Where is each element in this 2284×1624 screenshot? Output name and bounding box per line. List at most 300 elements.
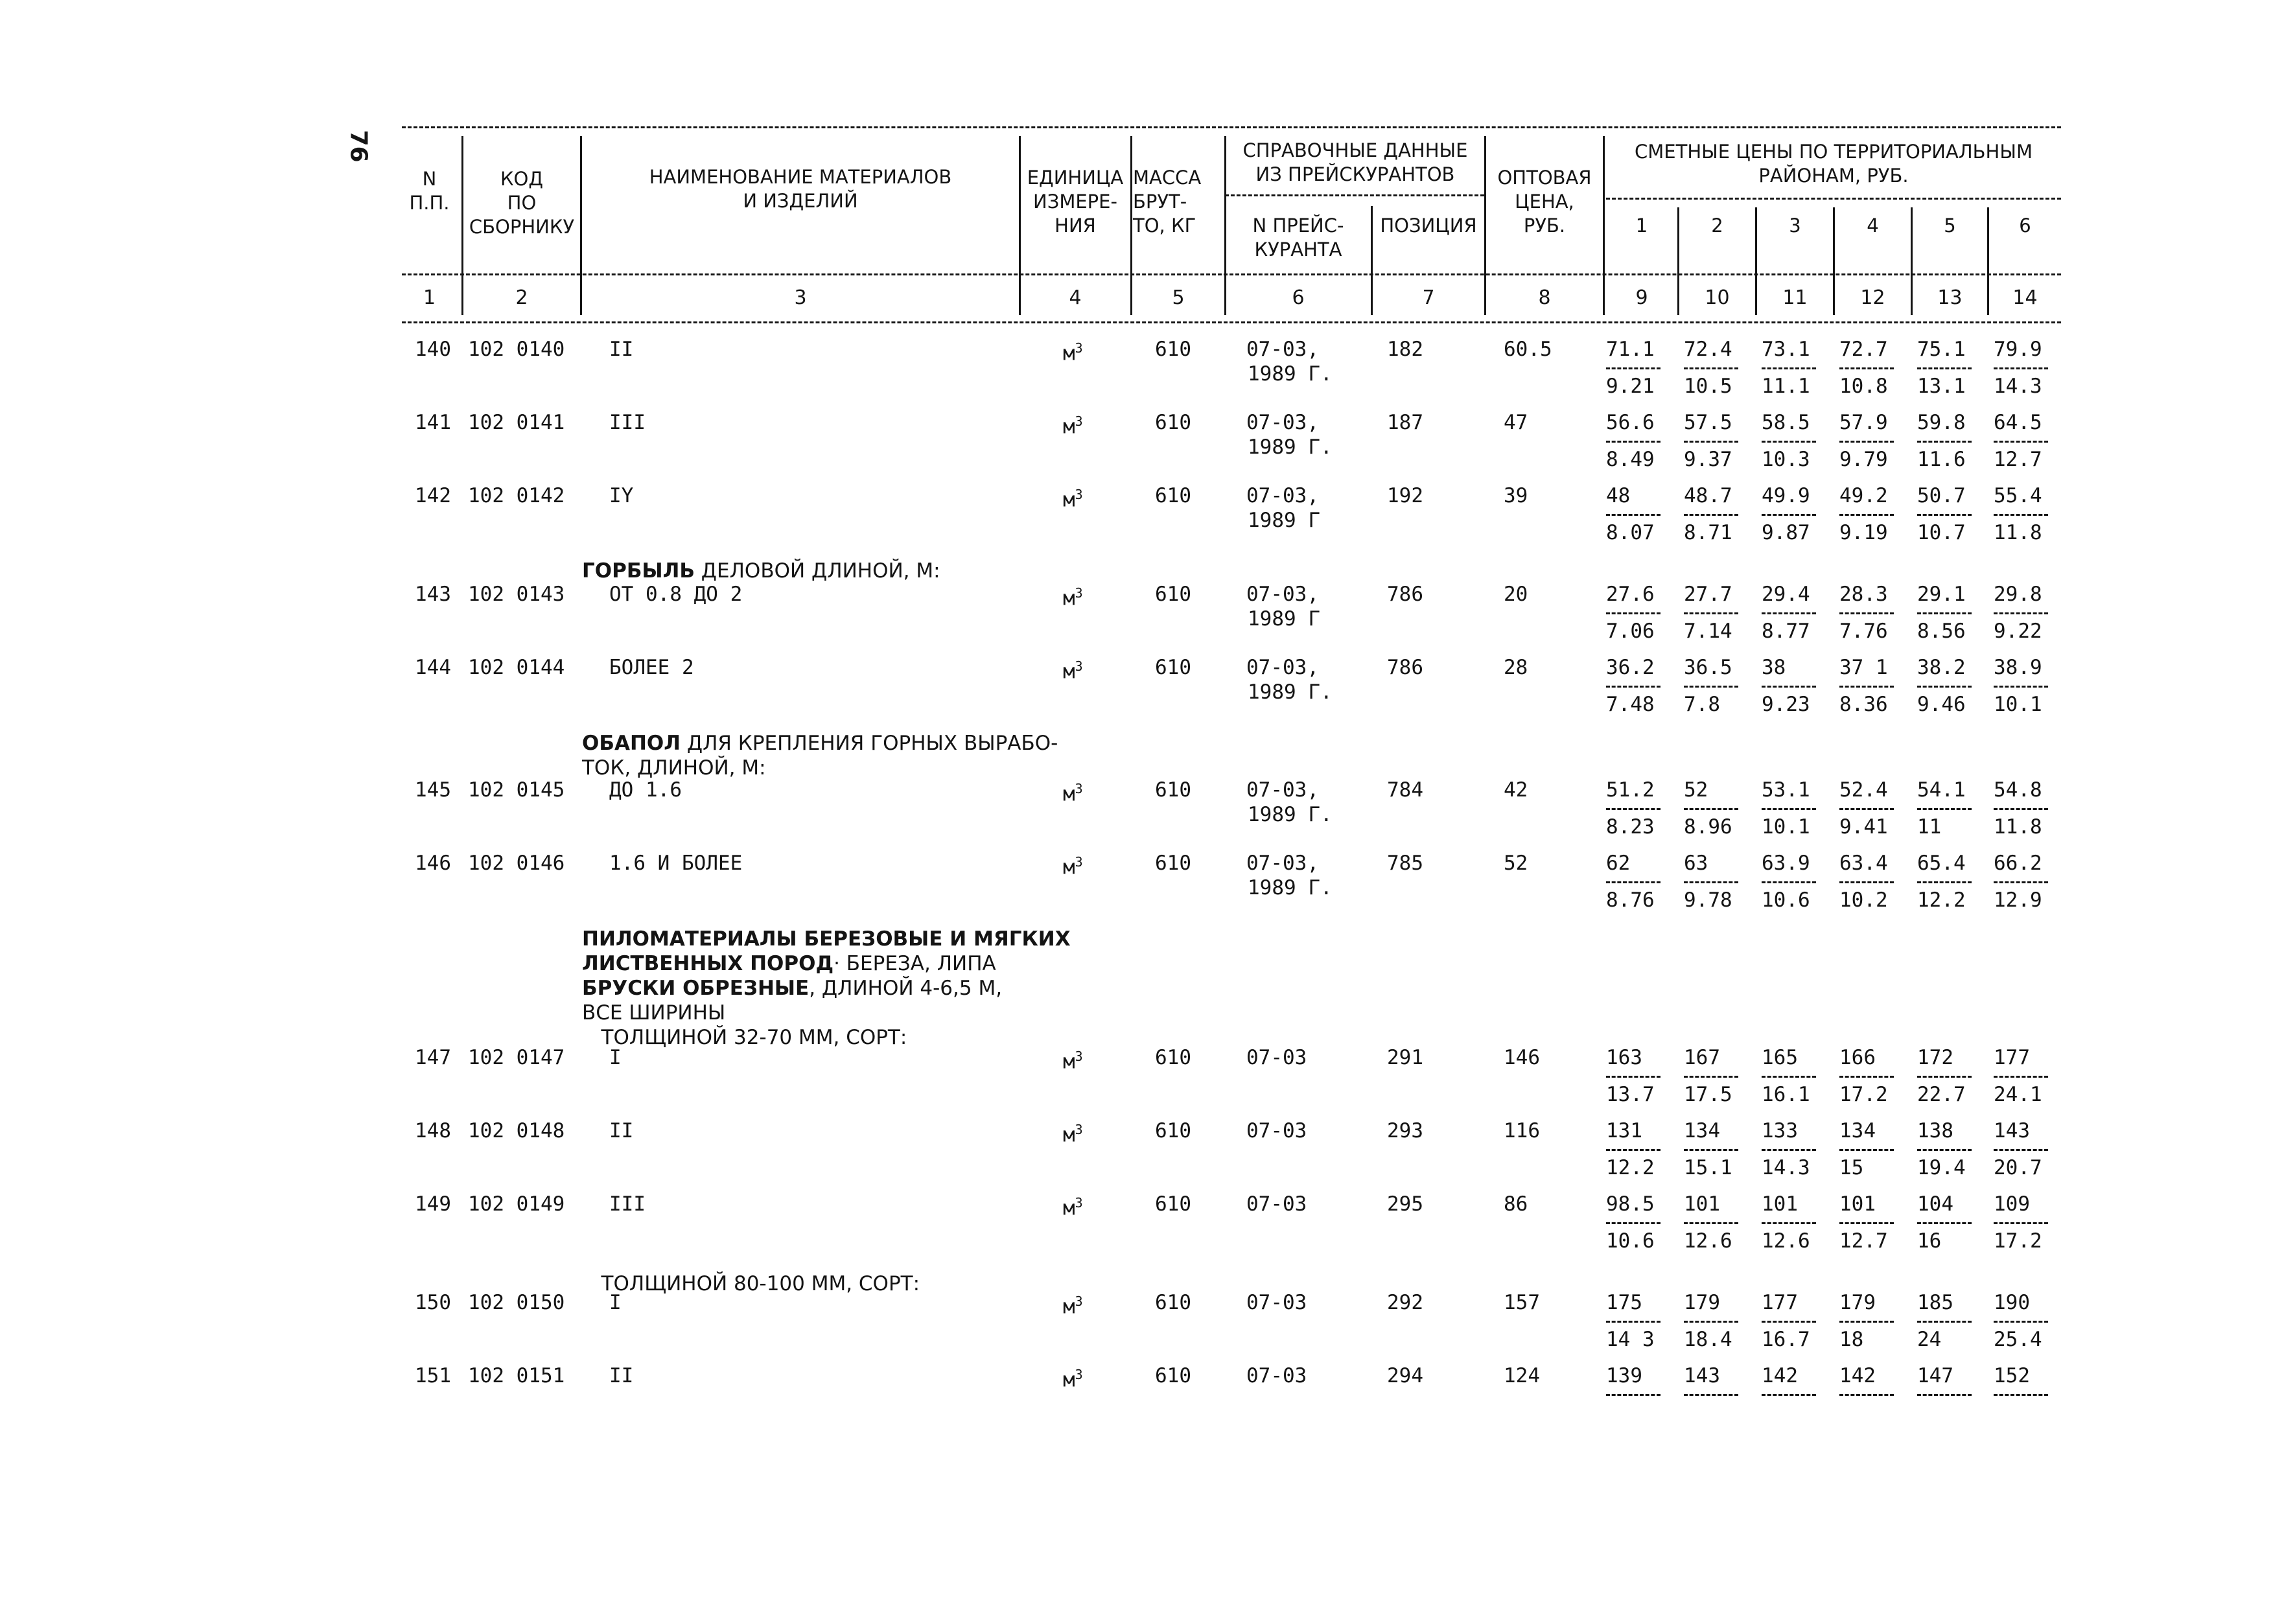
- row-material-name: I: [609, 1291, 622, 1314]
- price-fraction-line: [1839, 1149, 1894, 1151]
- column-number: 2: [515, 286, 528, 309]
- price-fraction-line: [1684, 1394, 1738, 1396]
- row-estimate-price: 57.9: [1839, 411, 1888, 434]
- column-number: 4: [1069, 286, 1082, 309]
- row-unit-exponent: 3: [1075, 854, 1083, 870]
- row-estimate-price: 166: [1839, 1046, 1876, 1069]
- row-code: 102 0146: [468, 852, 565, 875]
- row-estimate-price: 133: [1762, 1119, 1798, 1143]
- header-region: 6: [2019, 215, 2031, 237]
- row-number: 150: [415, 1291, 451, 1314]
- row-wholesale-price: 52: [1504, 852, 1528, 875]
- row-mass: 610: [1155, 778, 1191, 802]
- row-code: 102 0142: [468, 484, 565, 507]
- price-fraction-line: [1994, 514, 2048, 516]
- table-row: [0, 1363, 2284, 1392]
- row-estimate-price: 177: [1994, 1046, 2030, 1069]
- price-fraction-line: [1684, 1149, 1738, 1151]
- row-estimate-price-sub: 7.06: [1606, 620, 1655, 643]
- price-fraction-line: [1994, 1321, 2048, 1323]
- row-price-list: 07-03,: [1246, 583, 1319, 606]
- row-estimate-price: 131: [1606, 1119, 1642, 1143]
- price-fraction-line: [1994, 1222, 2048, 1224]
- row-unit: [1063, 850, 1083, 879]
- row-number: 140: [415, 338, 451, 361]
- row-number: 151: [415, 1364, 451, 1387]
- row-estimate-price: 134: [1839, 1119, 1876, 1143]
- row-estimate-price: 55.4: [1994, 484, 2042, 507]
- row-unit-base: м: [1063, 782, 1075, 806]
- row-position: 291: [1387, 1046, 1423, 1069]
- row-mass: 610: [1155, 1364, 1191, 1387]
- row-price-list-year: 1989 Г.: [1248, 680, 1333, 704]
- header-bottom-rule: [402, 321, 2061, 323]
- row-mass: 610: [1155, 1192, 1191, 1216]
- row-estimate-price: 54.8: [1994, 778, 2042, 802]
- row-mass: 610: [1155, 583, 1191, 606]
- row-estimate-price-sub: 12.7: [1839, 1229, 1888, 1253]
- row-estimate-price-sub: 24.1: [1994, 1083, 2042, 1106]
- row-material-name: ОТ 0.8 ДО 2: [609, 583, 743, 606]
- row-position: 294: [1387, 1364, 1423, 1387]
- row-unit-base: м: [1063, 1368, 1075, 1392]
- row-mass: 610: [1155, 338, 1191, 361]
- header-n: N П.П.: [409, 168, 450, 214]
- table-row: [0, 483, 2284, 544]
- row-estimate-price: 37 1: [1839, 656, 1888, 679]
- row-unit: [1063, 482, 1083, 512]
- row-estimate-price-sub: 12.2: [1606, 1156, 1655, 1179]
- row-wholesale-price: 86: [1504, 1192, 1528, 1216]
- row-estimate-price: 109: [1994, 1192, 2030, 1216]
- row-estimate-price: 147: [1917, 1364, 1953, 1387]
- row-estimate-price-sub: 10.6: [1762, 888, 1810, 912]
- row-price-list: 07-03,: [1246, 411, 1319, 434]
- header-region: 1: [1635, 215, 1648, 237]
- price-fraction-line: [1839, 1394, 1894, 1396]
- section-heading: ГОРБЫЛЬ ДЕЛОВОЙ ДЛИНОЙ, М:: [582, 559, 940, 583]
- row-number: 144: [415, 656, 451, 679]
- row-mass: 610: [1155, 1046, 1191, 1069]
- row-estimate-price-sub: 18: [1839, 1328, 1864, 1351]
- row-price-list: 07-03,: [1246, 656, 1319, 679]
- row-estimate-price: 48: [1606, 484, 1631, 507]
- row-estimate-price-sub: 9.46: [1917, 693, 1966, 716]
- price-fraction-line: [1684, 441, 1738, 443]
- row-material-name: IY: [609, 484, 634, 507]
- column-number: 8: [1538, 286, 1551, 309]
- header-separator: [1130, 136, 1132, 315]
- row-unit-base: м: [1063, 488, 1075, 512]
- row-estimate-price: 172: [1917, 1046, 1953, 1069]
- row-estimate-price-sub: 9.79: [1839, 448, 1888, 471]
- header-wholesale-price: ОПТОВАЯ ЦЕНА, РУБ.: [1497, 167, 1592, 237]
- price-fraction-line: [1606, 514, 1661, 516]
- header-region: 2: [1711, 215, 1723, 237]
- row-estimate-price-sub: 16: [1917, 1229, 1942, 1253]
- section-heading: ТОЛЩИНОЙ 32-70 ММ, СОРТ:: [582, 1026, 907, 1049]
- row-estimate-price: 185: [1917, 1291, 1953, 1314]
- row-position: 786: [1387, 583, 1423, 606]
- row-unit: [1063, 1190, 1083, 1220]
- row-estimate-price-sub: 17.2: [1839, 1083, 1888, 1106]
- row-estimate-price: 59.8: [1917, 411, 1966, 434]
- row-number: 143: [415, 583, 451, 606]
- row-estimate-price: 98.5: [1606, 1192, 1655, 1216]
- row-estimate-price: 48.7: [1684, 484, 1732, 507]
- row-unit-exponent: 3: [1075, 1049, 1083, 1064]
- row-unit: [1063, 1044, 1083, 1074]
- row-estimate-price: 143: [1994, 1119, 2030, 1143]
- row-code: 102 0144: [468, 656, 565, 679]
- row-code: 102 0143: [468, 583, 565, 606]
- price-fraction-line: [1606, 881, 1661, 883]
- table-row: [0, 655, 2284, 716]
- column-number: 1: [423, 286, 436, 309]
- row-estimate-price: 143: [1684, 1364, 1720, 1387]
- price-fraction-line: [1762, 1149, 1816, 1151]
- row-estimate-price: 167: [1684, 1046, 1720, 1069]
- row-unit-base: м: [1063, 1196, 1075, 1220]
- price-fraction-line: [1684, 612, 1738, 614]
- row-position: 192: [1387, 484, 1423, 507]
- row-estimate-price-sub: 11: [1917, 815, 1942, 839]
- row-unit-base: м: [1063, 342, 1075, 365]
- row-estimate-price-sub: 10.7: [1917, 521, 1966, 544]
- row-unit-base: м: [1063, 1295, 1075, 1319]
- price-fraction-line: [1762, 1076, 1816, 1078]
- row-estimate-price: 54.1: [1917, 778, 1966, 802]
- row-position: 292: [1387, 1291, 1423, 1314]
- price-fraction-line: [1917, 686, 1972, 688]
- row-estimate-price: 29.8: [1994, 583, 2042, 606]
- row-estimate-price-sub: 13.1: [1917, 375, 1966, 398]
- price-fraction-line: [1606, 612, 1661, 614]
- row-estimate-price-sub: 24: [1917, 1328, 1942, 1351]
- row-estimate-price: 36.5: [1684, 656, 1732, 679]
- header-reference-group: СПРАВОЧНЫЕ ДАННЫЕ ИЗ ПРЕЙСКУРАНТОВ: [1242, 139, 1468, 185]
- column-number: 7: [1422, 286, 1435, 309]
- row-mass: 610: [1155, 411, 1191, 434]
- table-row: [0, 582, 2284, 643]
- section-heading: ТОК, ДЛИНОЙ, М:: [582, 756, 766, 780]
- row-estimate-price: 139: [1606, 1364, 1642, 1387]
- row-estimate-price: 152: [1994, 1364, 2030, 1387]
- price-fraction-line: [1917, 514, 1972, 516]
- row-estimate-price: 142: [1762, 1364, 1798, 1387]
- row-estimate-price-sub: 14.3: [1994, 375, 2042, 398]
- price-fraction-line: [1994, 441, 2048, 443]
- table-row: [0, 851, 2284, 912]
- price-fraction-line: [1839, 1321, 1894, 1323]
- row-estimate-price-sub: 25.4: [1994, 1328, 2042, 1351]
- row-estimate-price: 104: [1917, 1192, 1953, 1216]
- row-estimate-price-sub: 10.1: [1762, 815, 1810, 839]
- row-price-list: 07-03,: [1246, 778, 1319, 802]
- row-estimate-price: 101: [1839, 1192, 1876, 1216]
- price-fraction-line: [1839, 367, 1894, 369]
- row-position: 785: [1387, 852, 1423, 875]
- price-fraction-line: [1606, 686, 1661, 688]
- row-wholesale-price: 60.5: [1504, 338, 1552, 361]
- row-unit-exponent: 3: [1075, 585, 1083, 601]
- row-unit-base: м: [1063, 660, 1075, 684]
- row-estimate-price: 53.1: [1762, 778, 1810, 802]
- table-row: [0, 1290, 2284, 1351]
- row-estimate-price: 52.4: [1839, 778, 1888, 802]
- row-unit-base: м: [1063, 1123, 1075, 1147]
- row-price-list: 07-03,: [1246, 338, 1319, 361]
- row-estimate-price: 49.2: [1839, 484, 1888, 507]
- row-estimate-price: 72.7: [1839, 338, 1888, 361]
- row-estimate-price-sub: 8.36: [1839, 693, 1888, 716]
- header-code: КОД ПО СБОРНИКУ: [469, 168, 575, 238]
- row-unit-base: м: [1063, 586, 1075, 610]
- row-estimate-price: 58.5: [1762, 411, 1810, 434]
- row-estimate-price-sub: 11.8: [1994, 815, 2042, 839]
- row-estimate-price-sub: 8.23: [1606, 815, 1655, 839]
- row-number: 146: [415, 852, 451, 875]
- row-estimate-price: 57.5: [1684, 411, 1732, 434]
- table-row: [0, 1045, 2284, 1106]
- header-estimate-prices-group: СМЕТНЫЕ ЦЕНЫ ПО ТЕРРИТОРИАЛЬНЫМ РАЙОНАМ, РУБ.: [1635, 141, 2033, 187]
- row-estimate-price: 177: [1762, 1291, 1798, 1314]
- row-estimate-price-sub: 13.7: [1606, 1083, 1655, 1106]
- price-fraction-line: [1762, 1394, 1816, 1396]
- price-fraction-line: [1994, 1394, 2048, 1396]
- price-fraction-line: [1994, 808, 2048, 810]
- price-fraction-line: [1606, 1321, 1661, 1323]
- row-price-list: 07-03: [1246, 1291, 1307, 1314]
- row-unit-exponent: 3: [1075, 658, 1083, 674]
- price-fraction-line: [1762, 514, 1816, 516]
- row-estimate-price-sub: 16.1: [1762, 1083, 1810, 1106]
- section-heading: ТОЛЩИНОЙ 80-100 ММ, СОРТ:: [582, 1272, 920, 1295]
- row-material-name: БОЛЕЕ 2: [609, 656, 694, 679]
- price-fraction-line: [1684, 1321, 1738, 1323]
- row-estimate-price: 50.7: [1917, 484, 1966, 507]
- row-estimate-price-sub: 12.6: [1684, 1229, 1732, 1253]
- price-fraction-line: [1917, 808, 1972, 810]
- row-material-name: 1.6 И БОЛЕЕ: [609, 852, 743, 875]
- row-estimate-price-sub: 7.76: [1839, 620, 1888, 643]
- row-estimate-price: 101: [1762, 1192, 1798, 1216]
- price-fraction-line: [1684, 686, 1738, 688]
- row-estimate-price-sub: 18.4: [1684, 1328, 1732, 1351]
- price-fraction-line: [1606, 441, 1661, 443]
- price-group-rule: [1606, 198, 2061, 200]
- row-wholesale-price: 20: [1504, 583, 1528, 606]
- price-fraction-line: [1994, 367, 2048, 369]
- row-code: 102 0148: [468, 1119, 565, 1143]
- price-fraction-line: [1684, 881, 1738, 883]
- price-fraction-line: [1606, 1222, 1661, 1224]
- row-estimate-price-sub: 9.37: [1684, 448, 1732, 471]
- row-position: 187: [1387, 411, 1423, 434]
- row-estimate-price-sub: 9.23: [1762, 693, 1810, 716]
- row-wholesale-price: 124: [1504, 1364, 1540, 1387]
- row-price-list-year: 1989 Г: [1248, 509, 1320, 532]
- row-estimate-price: 63.9: [1762, 852, 1810, 875]
- row-estimate-price: 64.5: [1994, 411, 2042, 434]
- row-estimate-price-sub: 14 3: [1606, 1328, 1655, 1351]
- row-estimate-price-sub: 8.71: [1684, 521, 1732, 544]
- row-estimate-price: 165: [1762, 1046, 1798, 1069]
- column-number: 6: [1292, 286, 1305, 309]
- row-mass: 610: [1155, 656, 1191, 679]
- section-heading: ВСЕ ШИРИНЫ: [582, 1001, 726, 1025]
- price-fraction-line: [1606, 1149, 1661, 1151]
- row-unit-exponent: 3: [1075, 781, 1083, 796]
- price-fraction-line: [1994, 1149, 2048, 1151]
- price-fraction-line: [1917, 1076, 1972, 1078]
- row-estimate-price-sub: 9.78: [1684, 888, 1732, 912]
- header-material-name: НАИМЕНОВАНИЕ МАТЕРИАЛОВ И ИЗДЕЛИЙ: [649, 166, 952, 212]
- price-fraction-line: [1762, 1321, 1816, 1323]
- row-code: 102 0141: [468, 411, 565, 434]
- row-wholesale-price: 39: [1504, 484, 1528, 507]
- row-estimate-price: 73.1: [1762, 338, 1810, 361]
- row-estimate-price-sub: 10.2: [1839, 888, 1888, 912]
- header-region: 3: [1789, 215, 1801, 237]
- row-estimate-price-sub: 8.96: [1684, 815, 1732, 839]
- price-fraction-line: [1994, 1076, 2048, 1078]
- row-estimate-price-sub: 9.19: [1839, 521, 1888, 544]
- row-estimate-price: 79.9: [1994, 338, 2042, 361]
- row-estimate-price-sub: 22.7: [1917, 1083, 1966, 1106]
- row-estimate-price: 72.4: [1684, 338, 1732, 361]
- price-fraction-line: [1762, 367, 1816, 369]
- row-number: 149: [415, 1192, 451, 1216]
- table-row: [0, 337, 2284, 398]
- header-separator: [1603, 136, 1605, 315]
- row-estimate-price: 175: [1606, 1291, 1642, 1314]
- price-fraction-line: [1917, 367, 1972, 369]
- row-estimate-price-sub: 15: [1839, 1156, 1864, 1179]
- row-estimate-price: 56.6: [1606, 411, 1655, 434]
- row-estimate-price-sub: 8.07: [1606, 521, 1655, 544]
- row-position: 295: [1387, 1192, 1423, 1216]
- row-code: 102 0151: [468, 1364, 565, 1387]
- row-wholesale-price: 116: [1504, 1119, 1540, 1143]
- row-estimate-price: 62: [1606, 852, 1631, 875]
- row-number: 142: [415, 484, 451, 507]
- header-region: 5: [1944, 215, 1956, 237]
- price-fraction-line: [1839, 441, 1894, 443]
- price-fraction-line: [1606, 1394, 1661, 1396]
- row-unit-exponent: 3: [1075, 1293, 1083, 1309]
- section-heading: БРУСКИ ОБРЕЗНЫЕ, ДЛИНОЙ 4-6,5 М,: [582, 977, 1003, 1000]
- row-material-name: III: [609, 1192, 646, 1216]
- price-fraction-line: [1839, 514, 1894, 516]
- price-fraction-line: [1839, 686, 1894, 688]
- row-estimate-price: 29.1: [1917, 583, 1966, 606]
- row-mass: 610: [1155, 852, 1191, 875]
- column-number: 10: [1705, 286, 1730, 309]
- section-heading: ЛИСТВЕННЫХ ПОРОД· БЕРЕЗА, ЛИПА: [582, 952, 996, 975]
- row-estimate-price: 63.4: [1839, 852, 1888, 875]
- row-estimate-price-sub: 7.8: [1684, 693, 1720, 716]
- row-wholesale-price: 146: [1504, 1046, 1540, 1069]
- header-top-rule: [402, 126, 2061, 128]
- row-estimate-price-sub: 14.3: [1762, 1156, 1810, 1179]
- price-fraction-line: [1839, 1076, 1894, 1078]
- header-separator: [580, 136, 582, 315]
- row-price-list: 07-03: [1246, 1364, 1307, 1387]
- row-unit-exponent: 3: [1075, 1195, 1083, 1211]
- row-estimate-price-sub: 16.7: [1762, 1328, 1810, 1351]
- table-row: [0, 410, 2284, 471]
- row-position: 182: [1387, 338, 1423, 361]
- row-material-name: III: [609, 411, 646, 434]
- price-fraction-line: [1684, 514, 1738, 516]
- section-heading: ОБАПОЛ ДЛЯ КРЕПЛЕНИЯ ГОРНЫХ ВЫРАБО-: [582, 732, 1058, 755]
- row-estimate-price-sub: 8.49: [1606, 448, 1655, 471]
- price-fraction-line: [1917, 1394, 1972, 1396]
- row-unit-exponent: 3: [1075, 1367, 1083, 1382]
- row-code: 102 0145: [468, 778, 565, 802]
- row-unit-exponent: 3: [1075, 413, 1083, 429]
- row-price-list-year: 1989 Г.: [1248, 803, 1333, 826]
- row-estimate-price: 179: [1839, 1291, 1876, 1314]
- row-estimate-price: 63: [1684, 852, 1708, 875]
- price-fraction-line: [1994, 686, 2048, 688]
- row-unit-base: м: [1063, 1050, 1075, 1074]
- row-estimate-price-sub: 20.7: [1994, 1156, 2042, 1179]
- row-estimate-price: 71.1: [1606, 338, 1655, 361]
- row-price-list: 07-03,: [1246, 852, 1319, 875]
- row-number: 141: [415, 411, 451, 434]
- price-fraction-line: [1839, 881, 1894, 883]
- row-price-list-year: 1989 Г: [1248, 607, 1320, 631]
- row-estimate-price-sub: 12.9: [1994, 888, 2042, 912]
- price-fraction-line: [1684, 1222, 1738, 1224]
- row-unit: [1063, 336, 1083, 365]
- row-price-list-year: 1989 Г.: [1248, 876, 1333, 899]
- column-number: 5: [1172, 286, 1185, 309]
- row-unit-exponent: 3: [1075, 340, 1083, 356]
- row-price-list: 07-03,: [1246, 484, 1319, 507]
- row-mass: 610: [1155, 1119, 1191, 1143]
- row-code: 102 0147: [468, 1046, 565, 1069]
- row-estimate-price: 190: [1994, 1291, 2030, 1314]
- row-position: 786: [1387, 656, 1423, 679]
- row-estimate-price-sub: 19.4: [1917, 1156, 1966, 1179]
- row-estimate-price: 49.9: [1762, 484, 1810, 507]
- row-estimate-price: 27.6: [1606, 583, 1655, 606]
- row-code: 102 0140: [468, 338, 565, 361]
- row-estimate-price-sub: 8.76: [1606, 888, 1655, 912]
- row-wholesale-price: 47: [1504, 411, 1528, 434]
- row-estimate-price: 27.7: [1684, 583, 1732, 606]
- row-estimate-price: 138: [1917, 1119, 1953, 1143]
- row-unit: [1063, 581, 1083, 610]
- row-number: 145: [415, 778, 451, 802]
- section-heading: ПИЛОМАТЕРИАЛЫ БЕРЕЗОВЫЕ И МЯГКИХ: [582, 927, 1071, 951]
- row-estimate-price: 65.4: [1917, 852, 1966, 875]
- row-estimate-price-sub: 11.8: [1994, 521, 2042, 544]
- row-estimate-price: 38.2: [1917, 656, 1966, 679]
- row-estimate-price: 101: [1684, 1192, 1720, 1216]
- column-number: 14: [2012, 286, 2038, 309]
- row-estimate-price-sub: 11.1: [1762, 375, 1810, 398]
- price-fraction-line: [1917, 1321, 1972, 1323]
- row-unit: [1063, 1362, 1083, 1392]
- price-fraction-line: [1762, 686, 1816, 688]
- row-position: 784: [1387, 778, 1423, 802]
- price-fraction-line: [1917, 881, 1972, 883]
- header-mid-rule: [402, 273, 2061, 275]
